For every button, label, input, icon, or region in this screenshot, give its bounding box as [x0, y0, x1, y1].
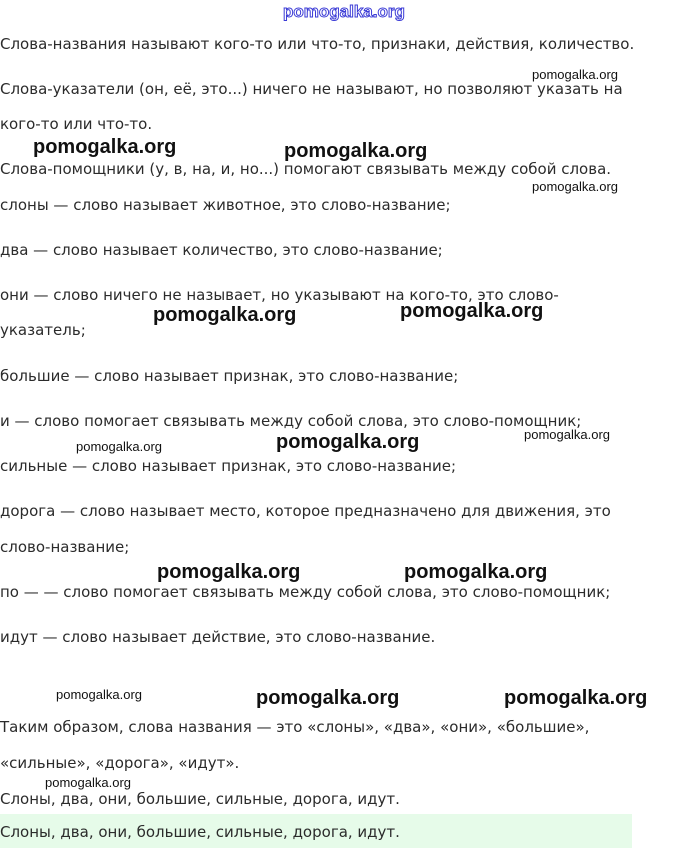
watermark: pomogalka.org: [283, 2, 405, 21]
text-line: идут — слово называет действие, это слово-название.: [0, 628, 436, 646]
watermark: pomogalka.org: [256, 687, 400, 709]
text-line: «сильные», «дорога», «идут».: [0, 754, 240, 772]
text-line: Слова-указатели (он, её, это...) ничего не называют, но позволяют указать на: [0, 80, 623, 98]
text-line: Слова-помощники (у, в, на, и, но...) помогают связывать между собой слова.: [0, 160, 612, 178]
text-line: Слоны, два, они, большие, сильные, дорога, идут.: [0, 790, 400, 808]
watermark: pomogalka.org: [532, 67, 618, 82]
watermark: pomogalka.org: [504, 687, 648, 709]
text-line: по — — слово помогает связывать между собой слова, это слово-помощник;: [0, 583, 611, 601]
watermark: pomogalka.org: [524, 427, 610, 442]
text-line: указатель;: [0, 321, 86, 339]
watermark: pomogalka.org: [76, 439, 162, 454]
text-line: сильные — слово называет признак, это слово-название;: [0, 457, 457, 475]
watermark: pomogalka.org: [45, 775, 131, 790]
watermark: pomogalka.org: [56, 687, 142, 702]
watermark: pomogalka.org: [33, 136, 177, 158]
watermark: pomogalka.org: [400, 300, 544, 322]
text-line: Слова-названия называют кого-то или что-то, признаки, действия, количество.: [0, 35, 635, 53]
text-line: два — слово называет количество, это слово-название;: [0, 241, 443, 259]
text-line: большие — слово называет признак, это слово-название;: [0, 367, 459, 385]
watermark: pomogalka.org: [153, 304, 297, 326]
text-line: Таким образом, слова названия — это «слоны», «два», «они», «большие»,: [0, 718, 590, 736]
watermark: pomogalka.org: [276, 431, 420, 453]
text-line: дорога — слово называет место, которое предназначено для движения, это: [0, 502, 611, 520]
text-line: слоны — слово называет животное, это слово-название;: [0, 196, 451, 214]
text-line: и — слово помогает связывать между собой слова, это слово-помощник;: [0, 412, 582, 430]
text-line: слово-название;: [0, 538, 130, 556]
watermark: pomogalka.org: [404, 561, 548, 583]
answer-line: Слоны, два, они, большие, сильные, дорога, идут.: [0, 823, 400, 841]
text-line: они — слово ничего не называет, но указывают на кого-то, это слово-: [0, 286, 559, 304]
text-line: кого-то или что-то.: [0, 115, 153, 133]
watermark: pomogalka.org: [532, 179, 618, 194]
watermark: pomogalka.org: [157, 561, 301, 583]
watermark: pomogalka.org: [284, 140, 428, 162]
